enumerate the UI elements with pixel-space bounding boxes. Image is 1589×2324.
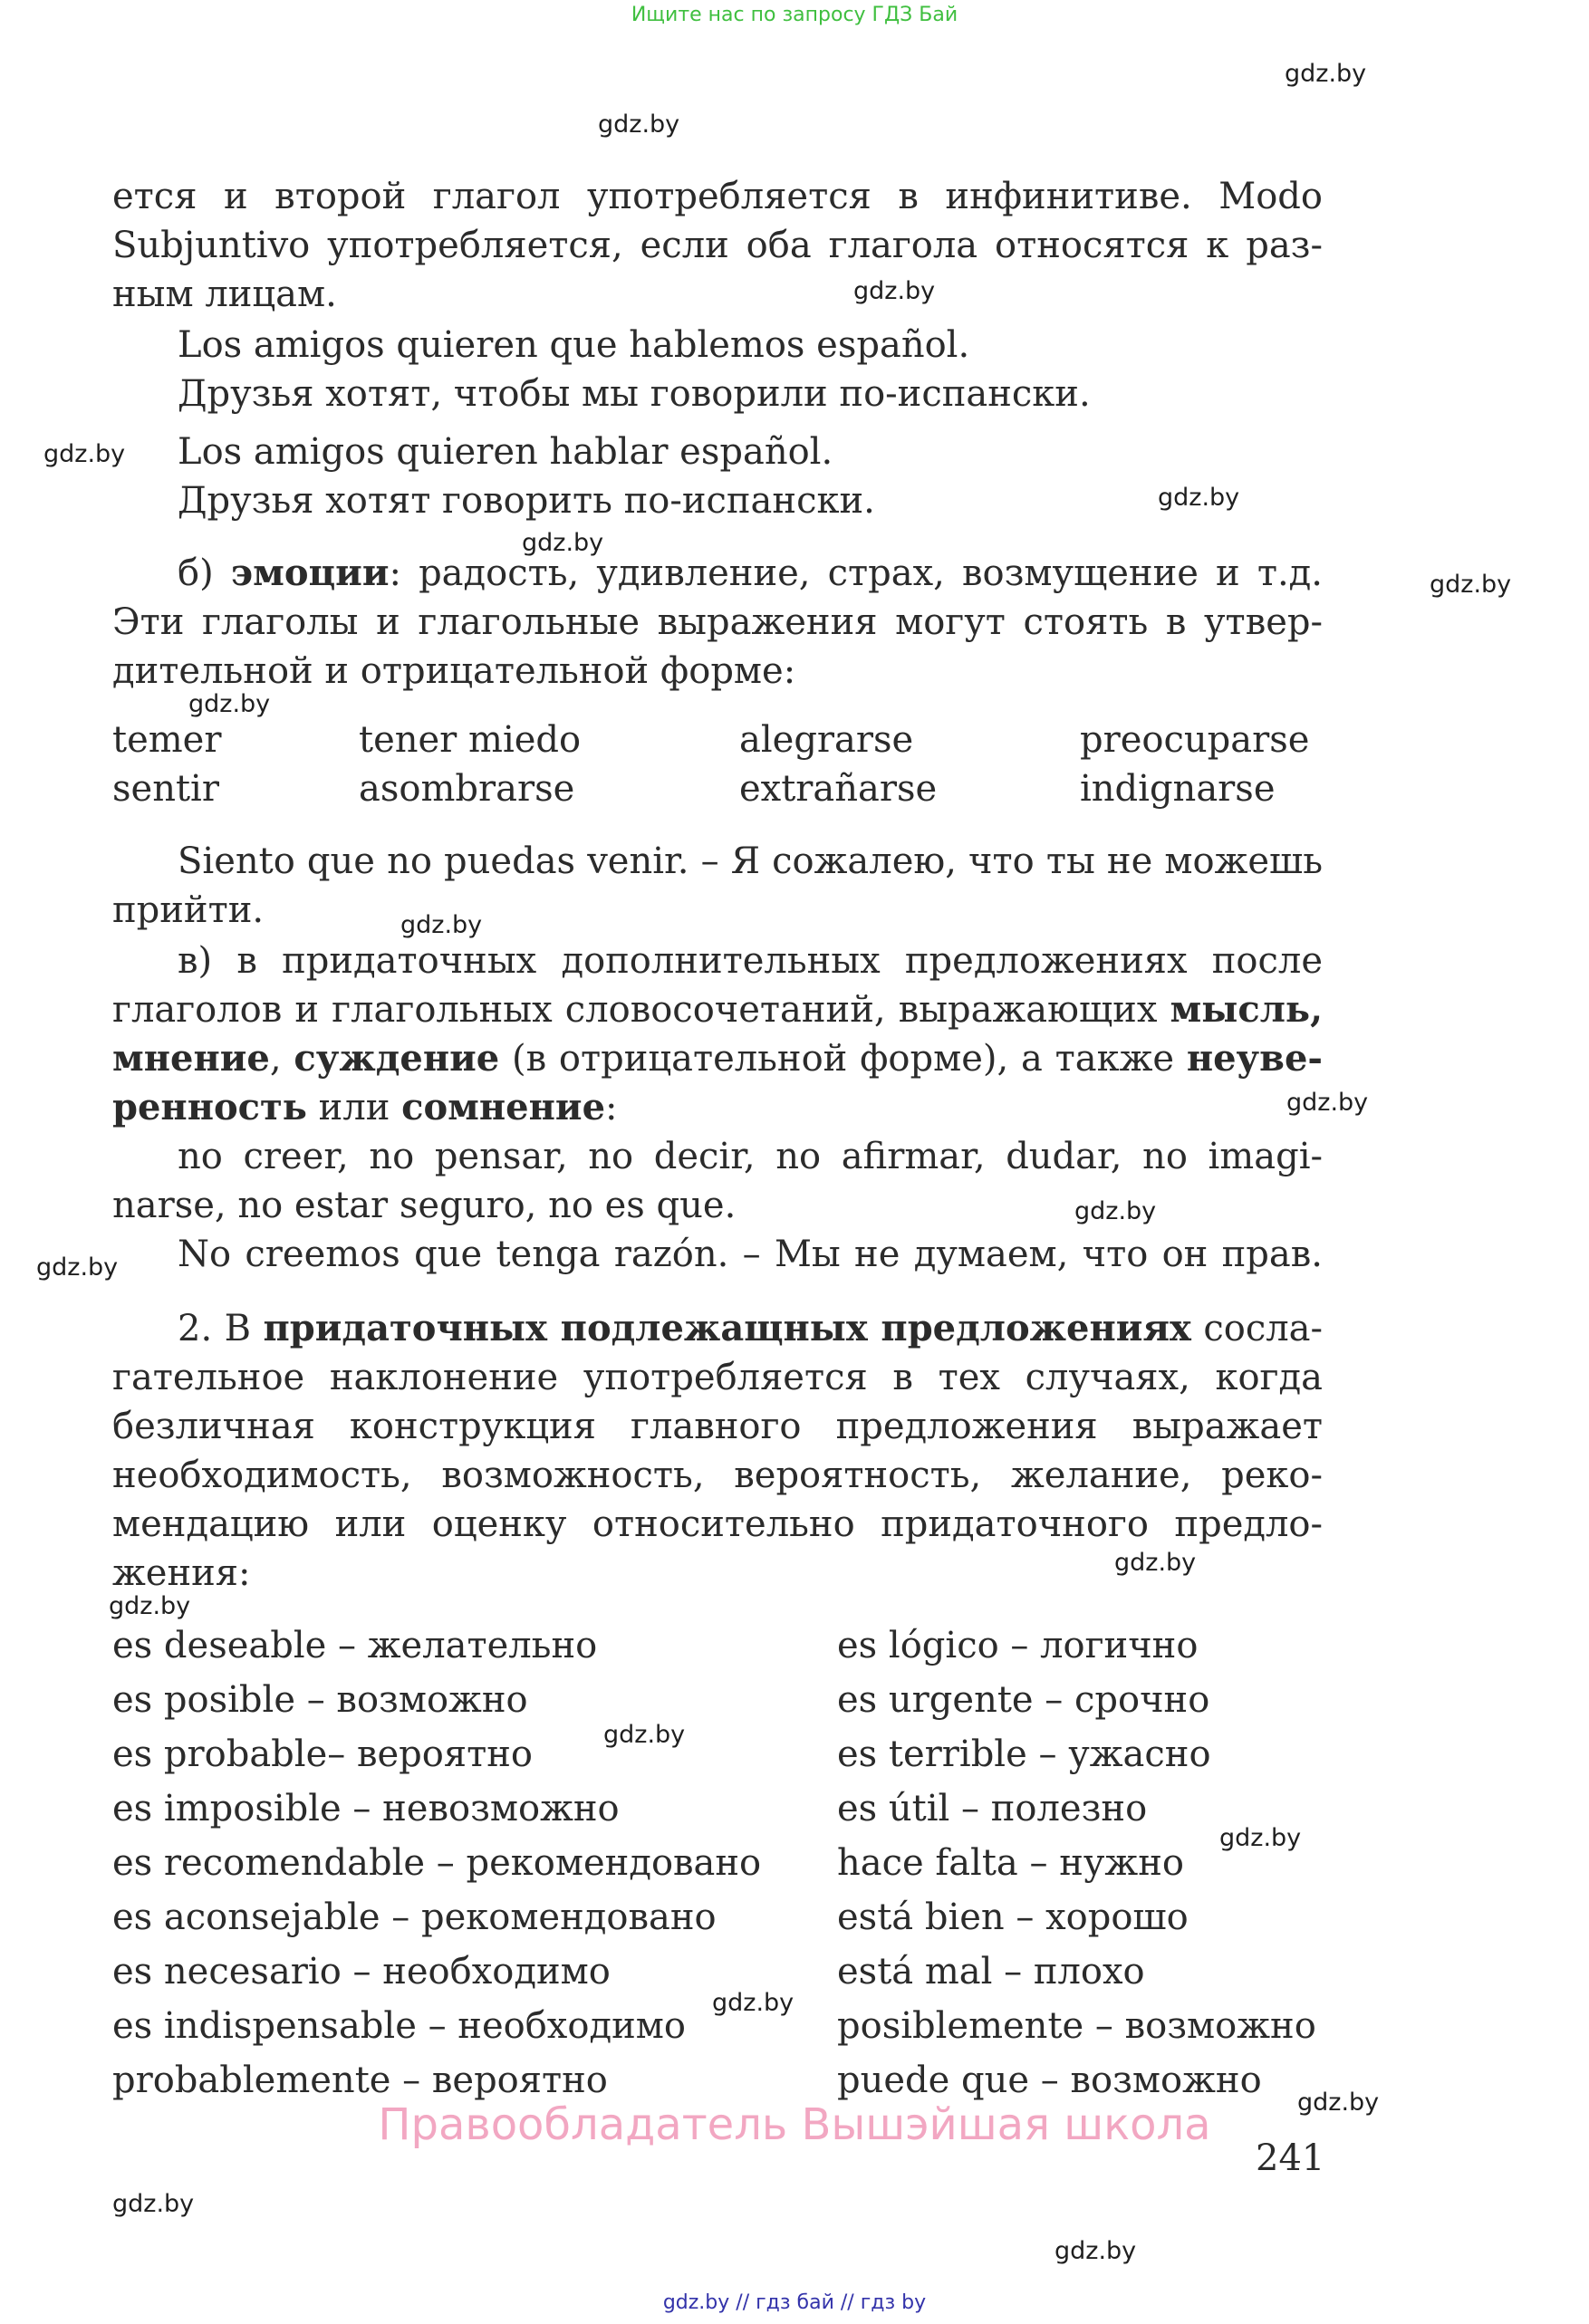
section-b-example: прийти.: [112, 889, 265, 931]
copyright-watermark: Правообладатель Вышэйшая школа: [378, 2099, 1211, 2150]
expression-left: es probable– вероятно: [112, 1733, 533, 1775]
watermark: gdz.by: [112, 2190, 195, 2218]
expression-left: es posible – возможно: [112, 1679, 528, 1721]
intro-line: ным лицам.: [112, 274, 337, 315]
verb-item: indignarse: [1080, 768, 1276, 810]
watermark: gdz.by: [712, 1989, 794, 2017]
expression-right: puede que – возможно: [837, 2060, 1262, 2101]
expression-right: es urgente – срочно: [837, 1679, 1210, 1721]
expression-left: probablemente – вероятно: [112, 2060, 608, 2101]
verb-item: preocuparse: [1080, 719, 1310, 761]
watermark: gdz.by: [1219, 1824, 1302, 1852]
section-2-line: мендацию или оценку относительно придаточного предло-: [112, 1503, 1323, 1545]
verb-item: extrañarse: [739, 768, 938, 810]
top-banner: Ищите нас по запросу ГДЗ Бай: [631, 4, 958, 26]
expression-right: es lógico – логично: [837, 1625, 1199, 1666]
verb-item: tener miedo: [359, 719, 582, 761]
expression-left: es imposible – невозможно: [112, 1788, 620, 1829]
section-c-example: No creemos que tenga razón. – Мы не думаем, что он прав.: [178, 1234, 1323, 1275]
footer-links: gdz.by // гдз бай // гдз by: [662, 2291, 927, 2314]
section-b-example: Siento que no puedas venir. – Я сожалею, что ты не можешь: [178, 840, 1323, 882]
section-b-line: Эти глаголы и глагольные выражения могут стоять в утвер-: [112, 601, 1323, 643]
watermark: gdz.by: [1286, 1089, 1369, 1117]
watermark: gdz.by: [1297, 2089, 1380, 2117]
expression-left: es indispensable – необходимо: [112, 2005, 686, 2047]
section-2-line: необходимость, возможность, вероятность, желание, реко-: [112, 1455, 1323, 1496]
section-2-line: жения:: [112, 1552, 251, 1594]
section-b-heading: б) эмоции: радость, удивление, страх, возмущение и т.д.: [178, 552, 1324, 594]
watermark: gdz.by: [43, 440, 126, 468]
section-2-line: безличная конструкция главного предложения выражает: [112, 1406, 1323, 1447]
watermark: gdz.by: [522, 529, 604, 557]
example-russian: Друзья хотят говорить по-испански.: [178, 480, 875, 522]
section-2-line: гательное наклонение употребляется в тех случаях, когда: [112, 1357, 1323, 1398]
verb-item: asombrarse: [359, 768, 575, 810]
example-russian: Друзья хотят, чтобы мы говорили по-испански.: [178, 373, 1091, 415]
watermark: gdz.by: [36, 1253, 119, 1282]
expression-right: está bien – хорошо: [837, 1897, 1189, 1938]
watermark: gdz.by: [598, 110, 680, 139]
expression-left: es recomendable – рекомендовано: [112, 1842, 762, 1884]
intro-line: ется и второй глагол употребляется в инфинитиве. Modo: [112, 176, 1323, 217]
watermark: gdz.by: [603, 1721, 686, 1749]
expression-left: es deseable – желательно: [112, 1625, 598, 1666]
section-b-line: дительной и отрицательной форме:: [112, 650, 796, 692]
watermark: gdz.by: [853, 277, 936, 305]
watermark: gdz.by: [1285, 60, 1367, 88]
expression-right: es terrible – ужасно: [837, 1733, 1211, 1775]
watermark: gdz.by: [1430, 571, 1512, 599]
section-c-line: мнение, суждение (в отрицательной форме), а также неуве-: [112, 1037, 1324, 1080]
page-number: 241: [1256, 2137, 1325, 2179]
section-c-line: ренность или сомнение:: [112, 1086, 618, 1128]
watermark: gdz.by: [1158, 484, 1240, 512]
section-c-list: no creer, no pensar, no decir, no afirmar, dudar, no imagi-: [178, 1136, 1323, 1177]
watermark: gdz.by: [109, 1592, 191, 1620]
watermark: gdz.by: [1074, 1197, 1157, 1225]
expression-left: es necesario – необходимо: [112, 1951, 611, 1993]
intro-line: Subjuntivo употребляется, если оба глагола относятся к раз-: [112, 225, 1323, 266]
section-2-line: 2. В придаточных подлежащных предложениях сосла-: [178, 1307, 1323, 1349]
expression-left: es aconsejable – рекомендовано: [112, 1897, 717, 1938]
expression-right: es útil – полезно: [837, 1788, 1148, 1829]
expression-right: posiblemente – возможно: [837, 2005, 1316, 2047]
example-spanish: Los amigos quieren hablar español.: [178, 431, 833, 473]
watermark: gdz.by: [400, 911, 483, 939]
watermark: gdz.by: [1114, 1549, 1197, 1577]
watermark: gdz.by: [188, 690, 271, 718]
section-c-list: narse, no estar seguro, no es que.: [112, 1185, 737, 1226]
expression-right: hace falta – нужно: [837, 1842, 1184, 1884]
expression-right: está mal – плохо: [837, 1951, 1145, 1993]
verb-item: sentir: [112, 768, 219, 810]
verb-item: temer: [112, 719, 222, 761]
verb-item: alegrarse: [739, 719, 914, 761]
section-c-line: в) в придаточных дополнительных предложениях после: [178, 940, 1323, 982]
section-c-line: глаголов и глагольных словосочетаний, выражающих мысль,: [112, 988, 1323, 1031]
watermark: gdz.by: [1055, 2237, 1137, 2265]
example-spanish: Los amigos quieren que hablemos español.: [178, 324, 970, 366]
